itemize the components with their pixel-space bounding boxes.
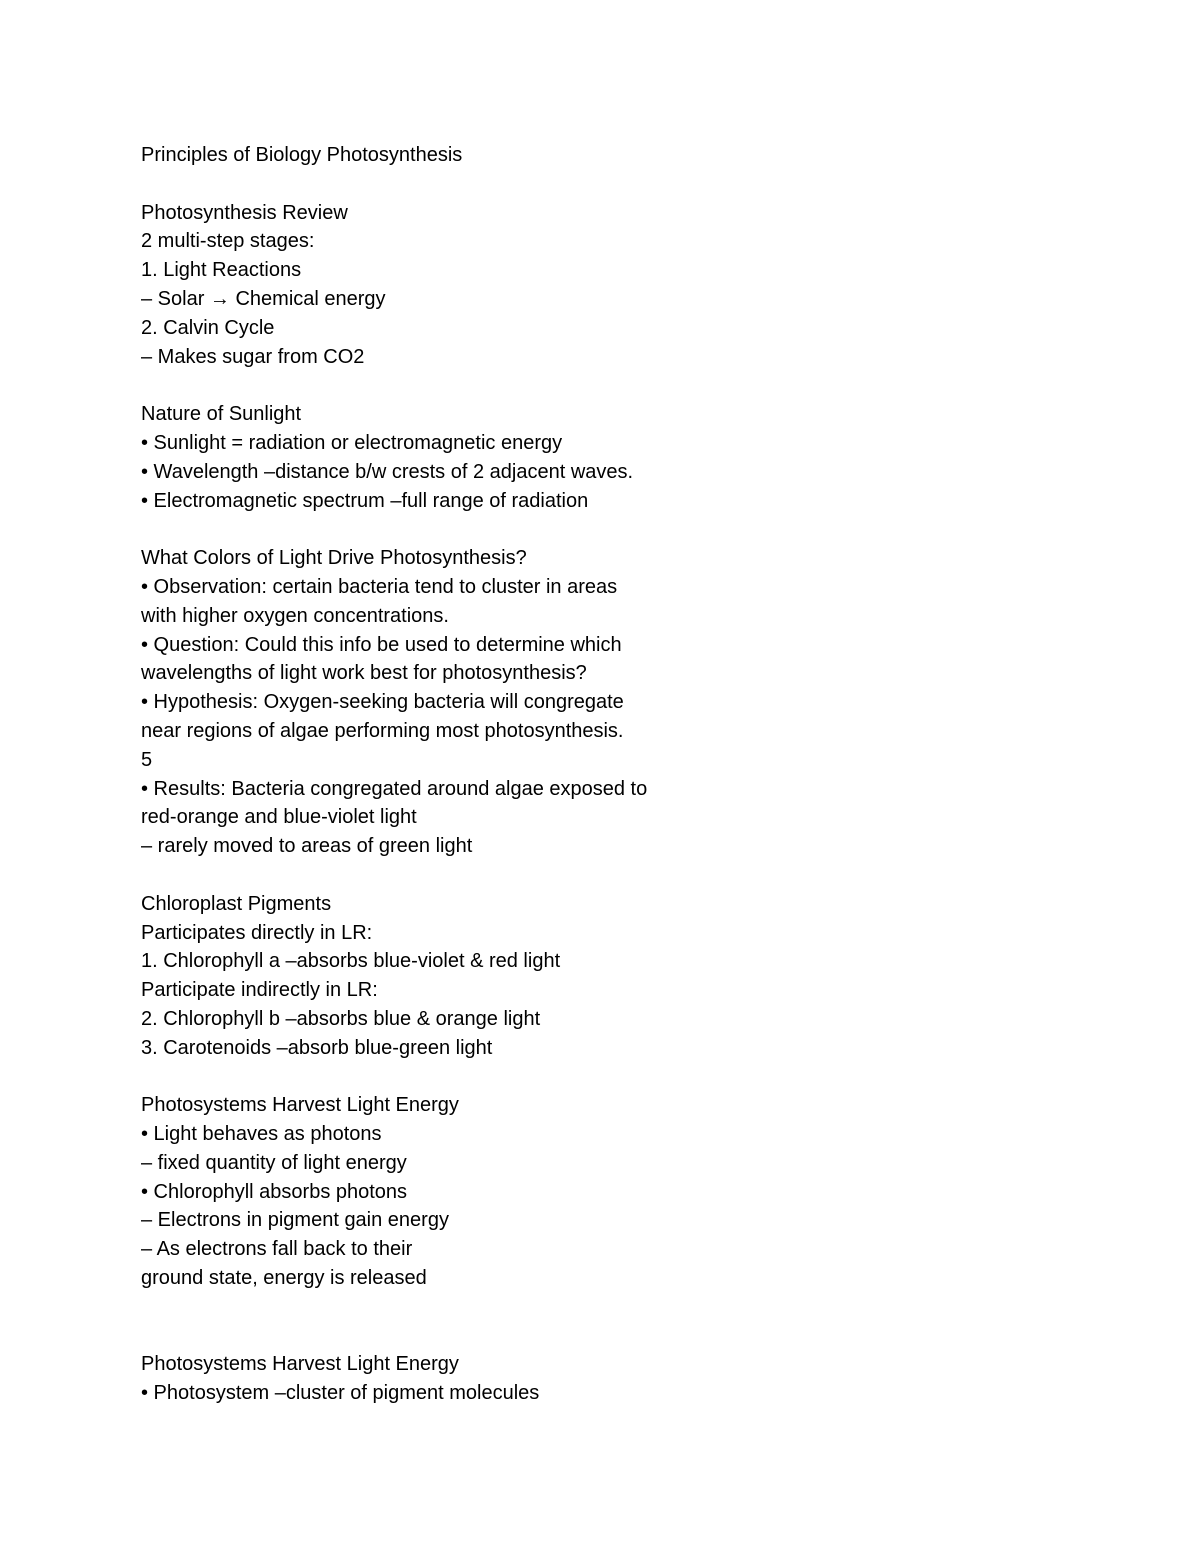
text-line: – Makes sugar from CO2 [141,345,365,368]
text-line: Participates directly in LR: [141,921,373,944]
bullet-line: • Photosystem –cluster of pigment molecules [141,1382,540,1405]
document-body [141,141,741,1408]
document-title: Principles of Biology Photosynthesis [141,144,463,166]
text-line: 2 multi-step stages: [141,230,315,253]
bullet-line: • Observation: certain bacteria tend to cluster in areas [141,575,618,598]
text-line: – rarely moved to areas of green light [141,835,473,858]
section-heading: Photosynthesis Review [141,201,348,224]
text-line: near regions of algae performing most photosynthesis. [141,719,624,742]
bullet-line: • Question: Could this info be used to determine which [141,633,622,656]
spacer [141,1063,741,1092]
section-heading: Photosystems Harvest Light Energy [141,1353,459,1376]
spacer [141,170,741,199]
text-line: red-orange and blue-violet light [141,806,417,829]
text-line: 3. Carotenoids –absorb blue-green light [141,1036,493,1059]
spacer [141,371,741,400]
section-heading: Photosystems Harvest Light Energy [141,1094,459,1117]
text-line: – Solar → Chemical energy [141,287,386,310]
text-line: 2. Calvin Cycle [141,316,275,339]
spacer [141,861,741,890]
text-line: Participate indirectly in LR: [141,979,378,1002]
text-line: 1. Light Reactions [141,259,302,282]
text-line: – As electrons fall back to their [141,1238,413,1261]
section-heading: What Colors of Light Drive Photosynthesis? [141,547,527,570]
bullet-line: • Hypothesis: Oxygen-seeking bacteria will congregate [141,691,624,714]
text-line: wavelengths of light work best for photosynthesis? [141,662,587,685]
bullet-line: • Sunlight = radiation or electromagnetic energy [141,431,563,454]
text-line: ground state, energy is released [141,1267,427,1290]
text-line: 5 [141,748,153,771]
bullet-line: • Wavelength –distance b/w crests of 2 adjacent waves. [141,460,634,483]
spacer [141,1322,741,1351]
section-heading: Nature of Sunlight [141,403,302,426]
text-line: – fixed quantity of light energy [141,1151,407,1174]
bullet-line: • Chlorophyll absorbs photons [141,1180,408,1203]
text-line: 2. Chlorophyll b –absorbs blue & orange light [141,1007,541,1030]
bullet-line: • Electromagnetic spectrum –full range of radiation [141,489,589,512]
text-line: – Electrons in pigment gain energy [141,1209,449,1232]
bullet-line: • Results: Bacteria congregated around algae exposed to [141,777,648,800]
spacer [141,515,741,544]
text-line: with higher oxygen concentrations. [141,604,449,627]
section-heading: Chloroplast Pigments [141,892,332,915]
spacer [141,1293,741,1322]
bullet-line: • Light behaves as photons [141,1123,382,1146]
text-line: 1. Chlorophyll a –absorbs blue-violet & red light [141,950,561,973]
